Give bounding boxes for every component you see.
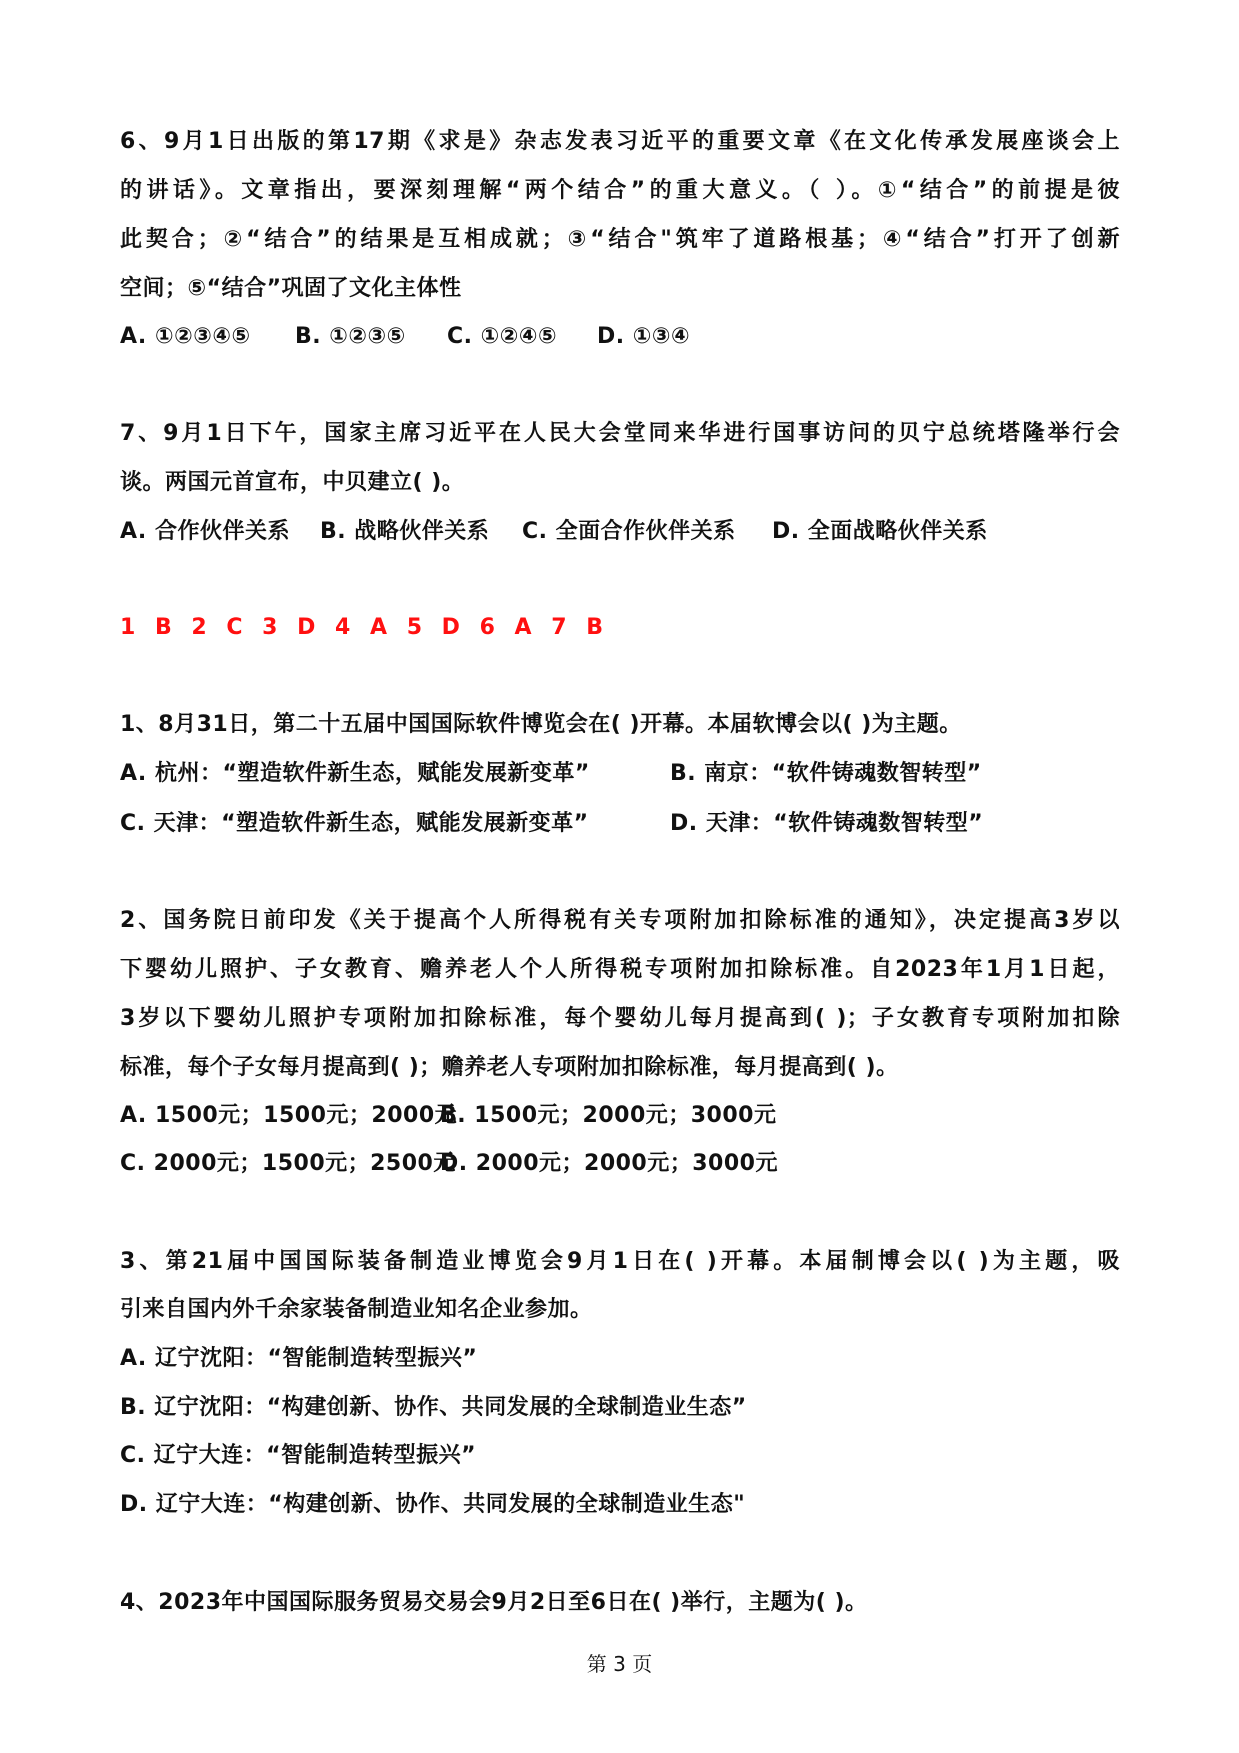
option-d: D. ①③④ xyxy=(597,324,691,349)
option-c: C. 全面合作伙伴关系 xyxy=(522,519,736,544)
options-row xyxy=(120,1101,1120,1131)
option-d: D. 2000元；2000元；3000元 xyxy=(440,1151,778,1176)
question-text-line: 引来自国内外千余家装备制造业知名企业参加。 xyxy=(120,1297,593,1322)
question-text-line: 标准，每个子女每月提高到( )；赡养老人专项附加扣除标准，每月提高到( )。 xyxy=(120,1055,899,1080)
option-c: C. ①②④⑤ xyxy=(447,324,558,349)
question-text-line: 空间；⑤“结合”巩固了文化主体性 xyxy=(120,276,462,301)
options-row xyxy=(120,1149,1120,1179)
option-d: D. 天津：“软件铸魂数智转型” xyxy=(670,811,984,836)
option-b: B. 1500元；2000元；3000元 xyxy=(440,1103,777,1128)
question-text-line: 3、第21届中国国际装备制造业博览会9月1日在( )开幕。本届制博会以( )为主题，吸 xyxy=(120,1249,1120,1274)
answer-key: 1 B 2 C 3 D 4 A 5 D 6 A 7 B xyxy=(120,615,609,640)
option-b: B. 辽宁沈阳：“构建创新、协作、共同发展的全球制造业生态” xyxy=(120,1395,747,1420)
question-text-line: 2、国务院日前印发《关于提高个人所得税有关专项附加扣除标准的通知》，决定提高3岁以 xyxy=(120,908,1120,933)
option-c: C. 天津：“塑造软件新生态，赋能发展新变革” xyxy=(120,811,589,836)
question-text-line: 的讲话》。文章指出，要深刻理解“两个结合”的重大意义。（ ）。①“结合”的前提是彼 xyxy=(120,178,1120,203)
option-b: B. ①②③⑤ xyxy=(295,324,406,349)
question-text-line: 下婴幼儿照护、子女教育、赡养老人个人所得税专项附加扣除标准。自2023年1月1日起， xyxy=(120,957,1120,982)
option-a: A. 合作伙伴关系 xyxy=(120,519,290,544)
question-text-line: 6、9月1日出版的第17期《求是》杂志发表习近平的重要文章《在文化传承发展座谈会上 xyxy=(120,129,1120,154)
option-c: C. 辽宁大连：“智能制造转型振兴” xyxy=(120,1443,477,1468)
option-a: A. 辽宁沈阳：“智能制造转型振兴” xyxy=(120,1346,478,1371)
option-b: B. 南京：“软件铸魂数智转型” xyxy=(670,761,982,786)
options-row xyxy=(120,759,1120,789)
option-a: A. 1500元；1500元；2000元 xyxy=(120,1103,458,1128)
question-text-line: 1、8月31日，第二十五届中国国际软件博览会在( )开幕。本届软博会以( )为主题。 xyxy=(120,712,962,737)
option-c: C. 2000元；1500元；2500元 xyxy=(120,1151,456,1176)
option-a: A. 杭州：“塑造软件新生态，赋能发展新变革” xyxy=(120,761,590,786)
option-d: D. 辽宁大连：“构建创新、协作、共同发展的全球制造业生态" xyxy=(120,1492,746,1517)
page-number: 第 3 页 xyxy=(586,1652,653,1676)
options-row xyxy=(120,322,1120,352)
question-text-line: 谈。两国元首宣布，中贝建立( )。 xyxy=(120,470,465,495)
option-d: D. 全面战略伙伴关系 xyxy=(772,519,988,544)
option-a: A. ①②③④⑤ xyxy=(120,324,251,349)
option-b: B. 战略伙伴关系 xyxy=(320,519,490,544)
question-text-line: 3岁以下婴幼儿照护专项附加扣除标准，每个婴幼儿每月提高到( )；子女教育专项附加扣除 xyxy=(120,1006,1120,1031)
question-text-line: 此契合；②“结合”的结果是互相成就；③“结合"筑牢了道路根基；④“结合”打开了创新 xyxy=(120,227,1120,252)
question-text-line: 4、2023年中国国际服务贸易交易会9月2日至6日在( )举行，主题为( )。 xyxy=(120,1590,868,1615)
options-row xyxy=(120,809,1120,839)
options-row xyxy=(120,517,1120,547)
question-text-line: 7、9月1日下午，国家主席习近平在人民大会堂同来华进行国事访问的贝宁总统塔隆举行会 xyxy=(120,421,1120,446)
